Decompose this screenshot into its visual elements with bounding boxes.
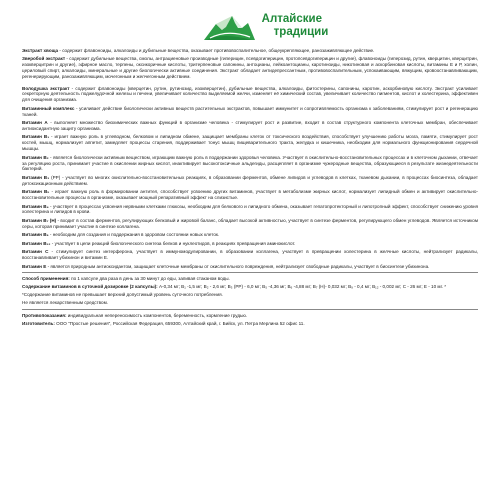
term: Витамин В₇ (Н) bbox=[22, 217, 57, 223]
paragraph-vitamin-b9 bbox=[22, 232, 478, 238]
paragraph-vitamin-b5 bbox=[22, 189, 478, 201]
term: Витамин В₂ bbox=[22, 154, 49, 160]
manufacturer bbox=[22, 321, 478, 327]
description: - играет важную роль в формировании антител, способствует усвоению других витаминов, участвует в метаболизме жирных кислот, нормализует липидный обмен и активирует окислительно-восстановительные процессы в организме, оказывает мощный репаративный эффект на слизистые. bbox=[22, 189, 478, 201]
term: Витамин В₁ bbox=[22, 134, 50, 140]
term: Витамин Е bbox=[22, 263, 47, 269]
vitamins-term: Содержание витаминов в суточной дозировке (2 капсулы): bbox=[22, 284, 158, 290]
description: - выполняет множество биохимических важных функций в организме человека - стимулирует рост и развитие, входит в состав структурного компонента клеточных мембран, обеспечивает антиоксидантную защиту организма. bbox=[22, 120, 478, 131]
brand-name bbox=[262, 14, 329, 39]
term: Экстракт хвоща bbox=[22, 48, 59, 53]
brand-logo bbox=[52, 8, 478, 44]
legal-section bbox=[22, 313, 478, 327]
paragraph-vitamin-b7 bbox=[22, 218, 478, 230]
term: Володушка экстракт bbox=[22, 85, 70, 91]
paragraph-horsetail bbox=[22, 48, 478, 54]
term: Витаминный комплекс bbox=[22, 105, 75, 111]
description: - содержит флавоноиды, алкалоиды и дубильные вещества, оказывает противовоспалительное, общеукрепляющее, ранозаживляющее действие. bbox=[58, 48, 375, 53]
mountains-logo-icon bbox=[202, 10, 256, 42]
paragraph-vitamin-b6 bbox=[22, 204, 478, 216]
term: Витамин В₉ bbox=[22, 232, 49, 238]
maker-term: Изготовитель: bbox=[22, 320, 55, 326]
description: - является биологически активным веществом, играющим важную роль в поддержании здоровья человека. Участвует в окислительно-восстановительных процессах и в клеточном дыхании, отвечает за регуляцию роста, принимает участие в окислении жирных кислот, инактивирует высокотоксичные альдегиды, расщепляет в организме чужеродные вещества, образующиеся в результате жизнедеятельности бактерий. bbox=[22, 154, 479, 172]
description: - участвует в цепи реакций биологического синтеза белков и нуклеотидов, в реакциях превращения аминокислот. bbox=[50, 240, 296, 246]
usage-section bbox=[22, 276, 478, 306]
term: Витамин В₆ bbox=[22, 203, 49, 209]
ingredients-section bbox=[22, 48, 478, 269]
description: - участвует в процессах усвоения нервными клетками глюкозы, необходим для белкового и липидного обмена, оказывает гепатопротекторный и липотропный эффект, способствует снижению уровня холестерина и липидов в крови. bbox=[22, 203, 478, 215]
brand-line-2: традиции bbox=[273, 26, 329, 38]
usage-term: Способ применения: bbox=[22, 276, 70, 282]
term: Витамин С bbox=[22, 249, 49, 255]
contra-text: индивидуальная непереносимость компонентов, беременность, кормление грудью. bbox=[66, 312, 248, 318]
paragraph-vitamin-b12 bbox=[22, 241, 478, 247]
paragraph-vitamin-b2 bbox=[22, 155, 478, 173]
section-divider bbox=[22, 309, 478, 310]
description: - играет важную роль в углеводном, белковом и липидном обмене, защищает мембраны клеток от токсического воздействия, способствует улучшению работы мозга, памяти, стимулирует рост костей, мышц, нормализует аппетит, замедляет процессы старения, поддерживает тонус мышц пищеварительного тракта, желудка и кишечника, необходим для нормального функционирования сердечной мышцы. bbox=[22, 134, 478, 152]
usage-instructions bbox=[22, 276, 478, 282]
description: - является природным антиоксидантом, защищает клеточные мембраны от окислительного повреждения, нейтрализует свободные радикалы, участвует в биосинтезе убихинона. bbox=[46, 263, 430, 269]
brand-line-1: Алтайские bbox=[261, 12, 322, 25]
section-divider bbox=[22, 272, 478, 273]
vitamin-content bbox=[22, 284, 478, 290]
term: Зверобой экстракт bbox=[22, 56, 66, 62]
description: - необходим для создания и поддержания в здоровом состоянии новых клеток. bbox=[48, 232, 220, 238]
paragraph-vitamin-a bbox=[22, 120, 478, 132]
paragraph-st-johns-wort bbox=[22, 56, 478, 80]
footnote: *Содержание витаминов не превышает верхний допустимый уровень суточного потребления. bbox=[22, 292, 223, 298]
term: Витамин А bbox=[22, 120, 48, 126]
usage-text: по 1 капсуле два раза в день за 30 минут до еды, запивая стаканом воды. bbox=[69, 276, 230, 282]
paragraph-vitamin-e bbox=[22, 264, 478, 270]
description: - входит в состав ферментов, регулирующих белковый и жировой баланс, обладает высокой активностью, участвует в синтезе ферментов, регулирующего обмен углеводов. Является источником серы, которая принимает участие в синтезе коллагена. bbox=[22, 217, 478, 229]
description: - содержит флавоноиды (кверцетин, рутин, рутинозид, изокверцетин), дубильные вещества, алкалоиды, фитостерины, сапонины, каротин, аскорбиновую кислоту. Экстракт усиливает секреторную деятельность поджелудочной железы и печени, увеличивает количество выделяемой желчи, изменяет её химический состав, увеличивает количество пигментов, кислот и холестерина, эффективен для очищения организма. bbox=[22, 85, 479, 103]
paragraph-bupleurum bbox=[22, 86, 478, 104]
term: Витамин В₅ bbox=[22, 189, 50, 195]
paragraph-vitamin-b1 bbox=[22, 134, 478, 152]
paragraph-vitamin-b3 bbox=[22, 175, 478, 187]
description: - содержит дубильные вещества, смолы, антрациеновые производные (гиперицин, псевдогиперицин, протопсевдогиперицин и другие), флавоноиды (гиперозид, рутин, кверцитин, кверцитрин, изокверцитрин и другие), эфирное масло, терпены, оксикоричные кислоты, тритерпеновые сапонины, антоцианы, лейкоантоцианы, каротиноиды, никотиновая и аскорбиновая кислоты, витамины Е и Р, холин, цериловый спирт, алкалоиды, минеральные и другие биологически активные соединения. Экстракт обладает антидепрессантным, противовоспалительным, успокаивающим, вяжущим, кровоостанавливающим, регенерирующим, ранозаживляющим, мочегонным и желчегонным действием. bbox=[22, 56, 478, 80]
maker-text: ООО "Простые решения", Российская Федерация, 659300, Алтайский край, г. Бийск, ул. Петра Мерлина 52 офис 11. bbox=[54, 320, 305, 326]
contra-term: Противопоказания: bbox=[22, 312, 67, 318]
description: - стимулирует синтез интерферона, участвует в иммуномодулировании, в образовании коллагена, участвует в превращении холестерина в желчные кислоты, нейтрализует радикалы, восстанавливает убихинон и витамин Е. bbox=[22, 249, 478, 261]
vitamins-text: А-0,34 мг; В₁ -1,5 мг; В₂ - 2,6 мг; В₃ (РР) - 6,0 мг; В₅ -4,36 мг; В₆ -4,88 мг; В₇ (Н)- 0,032 мг; В₉ - 0,4 мг; В₁₂ - 0,002 мг; С - 26 мг; Е - 10 мг. * bbox=[157, 284, 447, 290]
term: Витамин В₃ bbox=[22, 174, 50, 180]
paragraph-vitamin-complex bbox=[22, 106, 478, 118]
term: Витамин В₁₂ bbox=[22, 240, 51, 246]
paragraph-vitamin-c bbox=[22, 249, 478, 261]
description: - усиливает действие биологически активных веществ растительных экстрактов, повышает иммунитет и сопротивляемость организма к заболеваниям, стимулирует рост и регенерацию тканей. bbox=[22, 105, 478, 117]
contraindications bbox=[22, 313, 478, 319]
description: (РР) - участвует во многих окислительно-восстановительных реакциях, в образовании ферментов, обмене липидов и углеводов в клетках, тканевом дыхании, в процессах биосинтеза, обладает детоксикационным действием. bbox=[22, 174, 478, 186]
not-medicine-note: Не является лекарственным средством. bbox=[22, 300, 109, 306]
